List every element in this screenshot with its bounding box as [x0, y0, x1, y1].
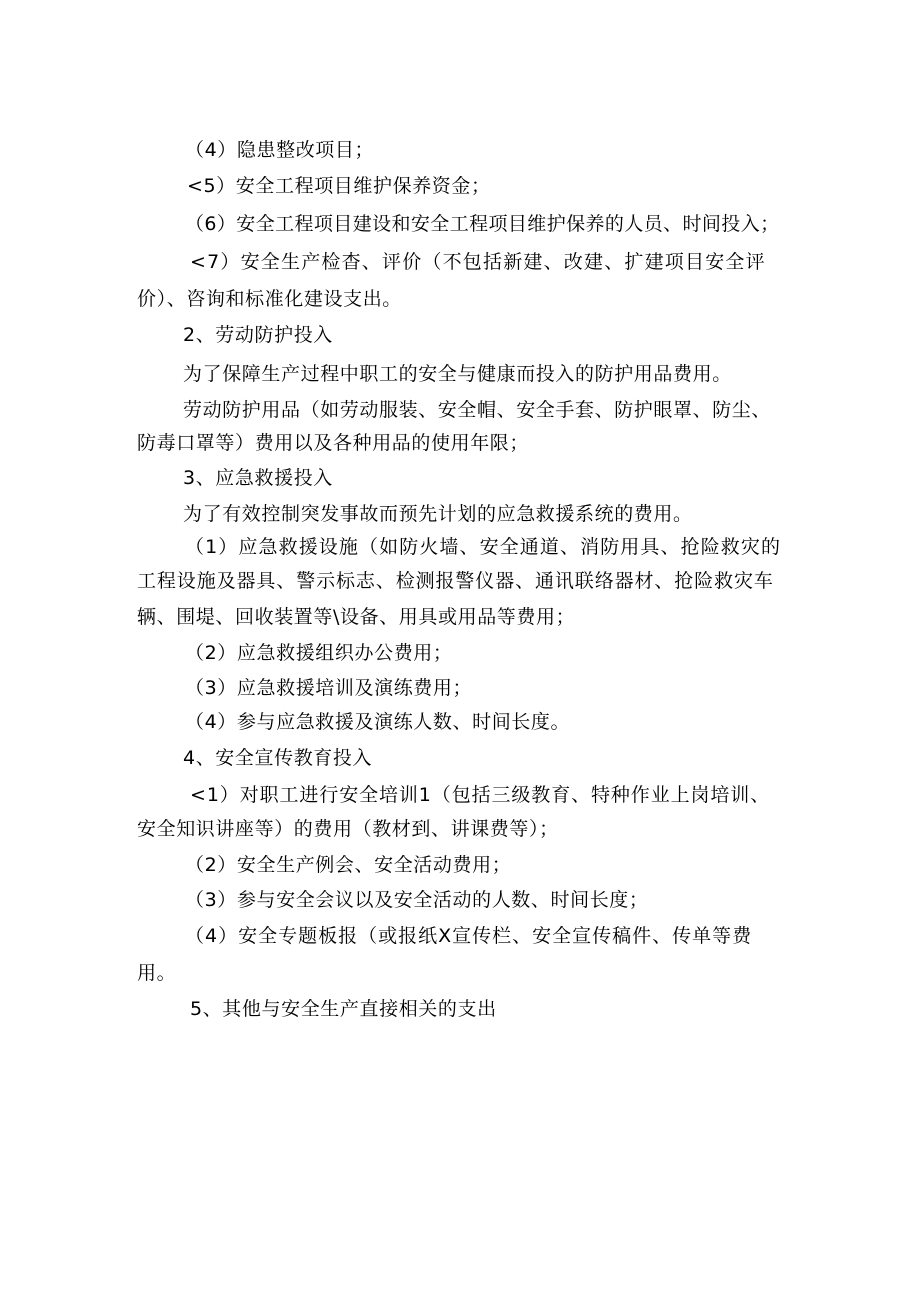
- text-line-14: 辆、围堤、回收装置等\设备、用具或用品等费用；: [137, 606, 576, 628]
- text-line-1: （4）隐患整改项目；: [185, 139, 375, 161]
- text-line-23: （4）安全专题板报（或报纸X宣传栏、安全宣传稿件、传单等费: [185, 925, 753, 947]
- text-line-22: （3）参与安全会议以及安全活动的人数、时间长度；: [185, 889, 649, 911]
- text-line-16: （3）应急救援培训及演练费用；: [185, 677, 473, 699]
- text-line-12: （1）应急救援设施（如防火墙、安全通道、消防用具、抢险救灾的: [185, 536, 782, 558]
- text-line-17: （4）参与应急救援及演练人数、时间长度。: [185, 711, 571, 733]
- text-line-21: （2）安全生产例会、安全活动费用；: [185, 854, 512, 876]
- text-line-11: 为了有效控制突发事故而预先计划的应急救援系统的费用。: [183, 503, 693, 525]
- section-heading-2: 2、劳动防护投入: [183, 324, 333, 346]
- text-line-8: 劳动防护用品（如劳动服装、安全帽、安全手套、防护眼罩、防尘、: [183, 399, 772, 421]
- text-line-15: （2）应急救援组织办公费用；: [185, 642, 453, 664]
- text-line-20: 安全知识讲座等）的费用（教材到、讲课费等）；: [137, 818, 559, 840]
- section-heading-3: 3、应急救援投入: [183, 467, 333, 489]
- text-line-4: <7）安全生产检杳、评价（不包括新建、改建、扩建项目安全评: [190, 251, 766, 273]
- text-line-24: 用。: [137, 962, 177, 984]
- text-line-9: 防毒口罩等）费用以及各种用品的使用年限；: [137, 432, 530, 454]
- text-line-3: （6）安全工程项目建设和安全工程项目维护保养的人员、时间投入；: [185, 213, 780, 235]
- text-line-2: <5）安全工程项目维护保养资金；: [187, 175, 491, 197]
- text-line-13: 工程设施及器具、警示标志、检测报警仪器、通讯联络器材、抢险救灾车: [137, 570, 774, 592]
- section-heading-4: 4、安全宣传教育投入: [183, 747, 373, 769]
- text-line-19: <1）对职工进行安全培训1（包括三级教育、特种作业上岗培训、: [190, 784, 771, 806]
- section-heading-5: 5、其他与安全生产直接相关的支出: [190, 998, 497, 1020]
- text-line-5: 价）、咨询和标准化建设支出。: [137, 288, 402, 310]
- text-line-7: 为了保障生产过程中职工的安全与健康而投入的防护用品费用。: [183, 363, 732, 385]
